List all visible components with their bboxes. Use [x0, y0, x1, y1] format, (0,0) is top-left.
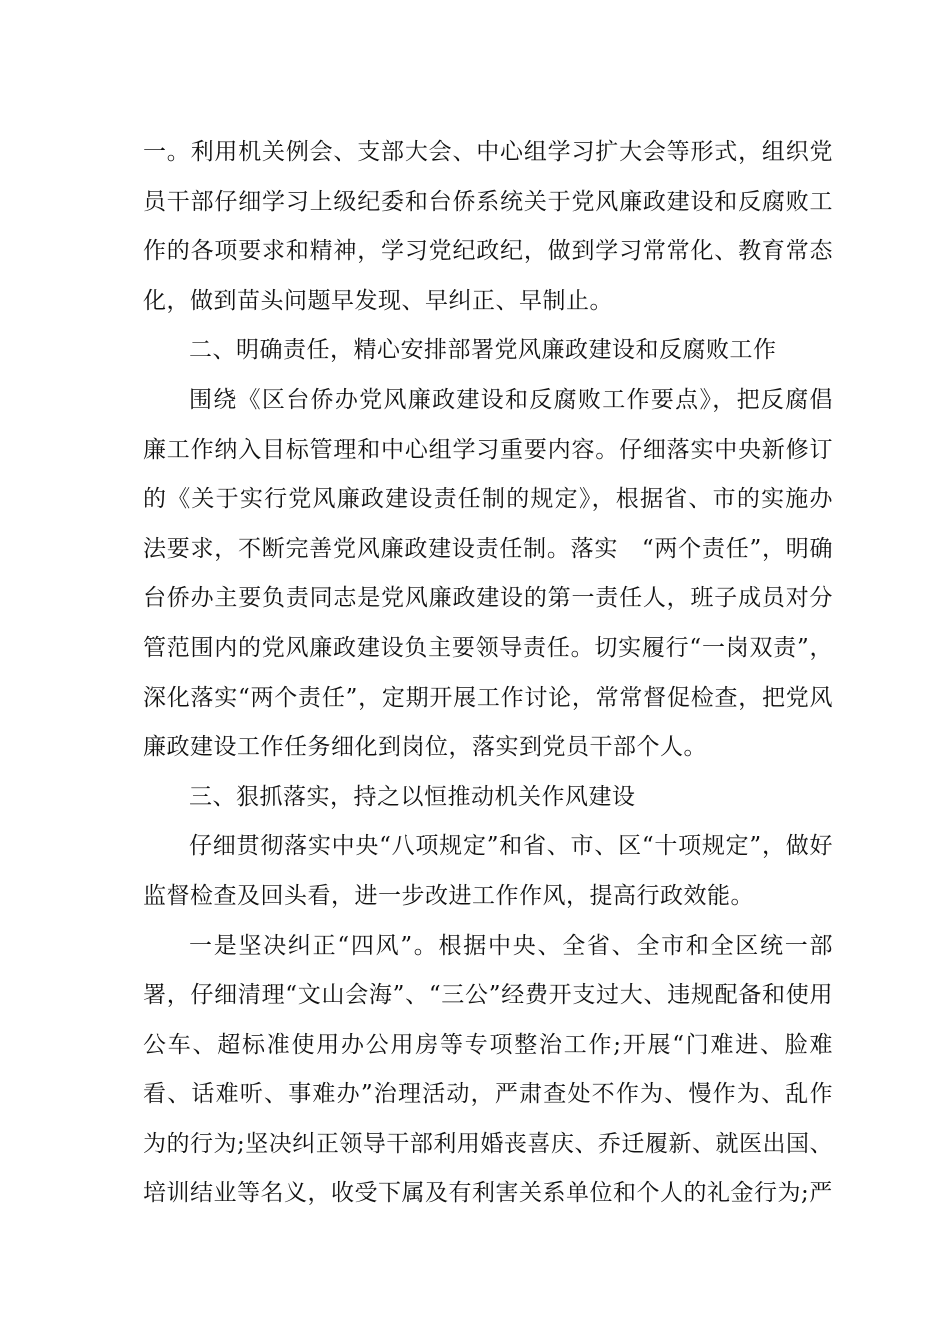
document-body	[143, 128, 833, 1219]
paragraph-responsibility-system: 围绕《区台侨办党风廉政建设和反腐败工作要点》，把反腐倡廉工作纳入目标管理和中心组学习重要内容。仔细落实中央新修订的《关于实行党风廉政建设责任制的规定》，根据省、市的实施办法要求，不断完善党风廉政建设责任制。落实 “两个责任”，明确台侨办主要负责同志是党风廉政建设的第一责任人，班子成员对分管范围内的党风廉政建设负主要领导责任。切实履行“一岗双责”，深化落实“两个责任”，定期开展工作讨论，常常督促检查，把党风廉政建设工作任务细化到岗位，落实到党员干部个人。	[143, 386, 833, 761]
paragraph-eight-rules: 仔细贯彻落实中央“八项规定”和省、市、区“十项规定”，做好监督检查及回头看，进一步改进工作作风，提高行政效能。	[143, 833, 833, 909]
paragraph-study-requirements: 一。利用机关例会、支部大会、中心组学习扩大会等形式，组织党员干部仔细学习上级纪委和台侨系统关于党风廉政建设和反腐败工作的各项要求和精神，学习党纪政纪，做到学习常常化、教育常态化，做到苗头问题早发现、早纠正、早制止。	[143, 139, 833, 314]
heading-section-two: 二、明确责任，精心安排部署党风廉政建设和反腐败工作	[189, 337, 777, 364]
heading-section-three: 三、狠抓落实，持之以恒推动机关作风建设	[189, 783, 636, 810]
paragraph-four-styles: 一是坚决纠正“四风”。根据中央、全省、全市和全区统一部署，仔细清理“文山会海”、“三公”经费开支过大、违规配备和使用公车、超标准使用办公用房等专项整治工作;开展“门难进、脸难看、话难听、事难办”治理活动，严肃查处不作为、慢作为、乱作为的行为;坚决纠正领导干部利用婚丧喜庆、乔迁履新、就医出国、培训结业等名义，收受下属及有利害关系单位和个人的礼金行为;严	[143, 932, 833, 1207]
